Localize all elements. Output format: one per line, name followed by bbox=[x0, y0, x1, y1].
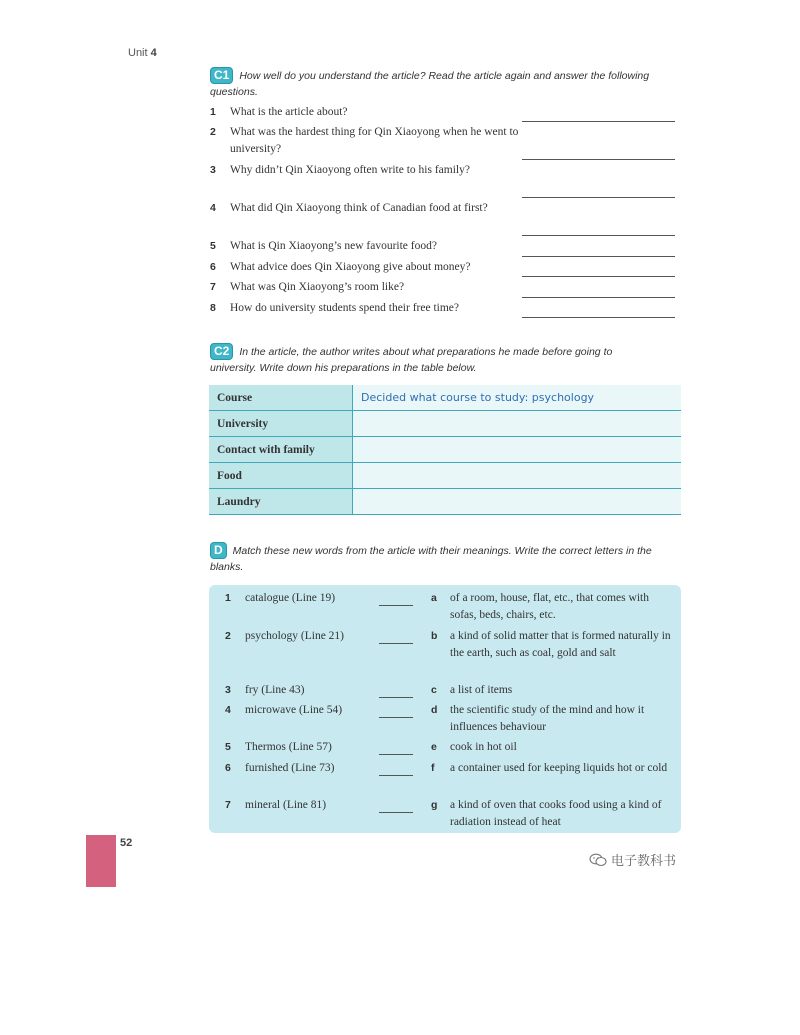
matching-box bbox=[209, 585, 681, 833]
row-label: Contact with family bbox=[209, 437, 353, 463]
question-text: What was the hardest thing for Qin Xiaoyong when he went to university? bbox=[230, 126, 519, 155]
match-meaning: of a room, house, flat, etc., that comes with sofas, beds, chairs, etc. bbox=[450, 592, 649, 621]
match-blank[interactable] bbox=[379, 754, 413, 755]
question-number: 1 bbox=[210, 106, 216, 118]
row-label: Course bbox=[209, 385, 353, 411]
row-answer[interactable] bbox=[353, 437, 682, 463]
question-number: 7 bbox=[210, 281, 216, 293]
match-letter: f bbox=[431, 762, 435, 774]
table-row bbox=[209, 437, 681, 463]
match-meaning: a kind of solid matter that is formed naturally in the earth, such as coal, gold and salt bbox=[450, 630, 671, 659]
question-item bbox=[210, 104, 680, 124]
match-meaning: cook in hot oil bbox=[450, 741, 517, 753]
question-text: What is the article about? bbox=[230, 106, 348, 118]
row-answer[interactable]: Decided what course to study: psychology bbox=[353, 385, 682, 411]
d-instruction: Match these new words from the article with their meanings. Write the correct letters in the blanks. bbox=[210, 545, 652, 573]
answer-blank[interactable] bbox=[522, 256, 675, 257]
row-answer[interactable] bbox=[353, 411, 682, 437]
unit-number: 4 bbox=[150, 47, 157, 59]
preparations-table bbox=[209, 385, 681, 515]
match-letter: a bbox=[431, 592, 437, 604]
match-letter: c bbox=[431, 684, 437, 696]
answer-blank[interactable] bbox=[522, 121, 675, 122]
c2-badge: C2 bbox=[210, 343, 233, 360]
match-blank[interactable] bbox=[379, 643, 413, 644]
question-text: What advice does Qin Xiaoyong give about money? bbox=[230, 261, 471, 273]
answer-blank[interactable] bbox=[522, 297, 675, 298]
match-blank[interactable] bbox=[379, 775, 413, 776]
question-text: How do university students spend their free time? bbox=[230, 302, 459, 314]
match-number: 3 bbox=[225, 684, 231, 696]
match-blank[interactable] bbox=[379, 812, 413, 813]
row-label: Food bbox=[209, 463, 353, 489]
answer-blank[interactable] bbox=[522, 235, 675, 236]
match-blank[interactable] bbox=[379, 697, 413, 698]
question-number: 6 bbox=[210, 261, 216, 273]
match-word: furnished (Line 73) bbox=[245, 762, 335, 774]
row-label: University bbox=[209, 411, 353, 437]
match-word: catalogue (Line 19) bbox=[245, 592, 336, 604]
match-meaning: the scientific study of the mind and how it influences behaviour bbox=[450, 704, 645, 733]
match-number: 4 bbox=[225, 704, 231, 716]
row-label: Laundry bbox=[209, 489, 353, 515]
page-edge-tab bbox=[86, 835, 116, 887]
answer-blank[interactable] bbox=[522, 159, 675, 160]
match-blank[interactable] bbox=[379, 717, 413, 718]
question-item bbox=[210, 200, 680, 238]
row-answer[interactable] bbox=[353, 489, 682, 515]
table-row bbox=[209, 489, 681, 515]
match-letter: e bbox=[431, 741, 437, 753]
table-row bbox=[209, 385, 681, 411]
c1-badge: C1 bbox=[210, 67, 233, 84]
match-number: 6 bbox=[225, 762, 231, 774]
match-word: microwave (Line 54) bbox=[245, 704, 343, 716]
table-row bbox=[209, 463, 681, 489]
match-blank[interactable] bbox=[379, 605, 413, 606]
unit-header bbox=[128, 47, 157, 59]
answer-blank[interactable] bbox=[522, 276, 675, 277]
c1-instruction-block bbox=[210, 67, 660, 100]
match-number: 5 bbox=[225, 741, 231, 753]
table-row bbox=[209, 411, 681, 437]
c2-instruction: In the article, the author writes about what preparations he made before going to university. Write down his preparations in the table below. bbox=[210, 346, 613, 374]
match-number: 7 bbox=[225, 799, 231, 811]
c1-instruction: How well do you understand the article? Read the article again and answer the following questions. bbox=[210, 70, 650, 98]
c2-instruction-block bbox=[210, 343, 660, 376]
match-letter: g bbox=[431, 799, 438, 811]
question-text: What was Qin Xiaoyong’s room like? bbox=[230, 281, 405, 293]
answer-blank[interactable] bbox=[522, 317, 675, 318]
match-letter: b bbox=[431, 630, 438, 642]
question-number: 8 bbox=[210, 302, 216, 314]
match-word: mineral (Line 81) bbox=[245, 799, 327, 811]
question-item bbox=[210, 124, 680, 162]
match-number: 2 bbox=[225, 630, 231, 642]
match-meaning: a container used for keeping liquids hot or cold bbox=[450, 762, 668, 774]
watermark-text: 电子教科书 bbox=[611, 854, 677, 869]
match-meaning: a kind of oven that cooks food using a kind of radiation instead of heat bbox=[450, 799, 662, 828]
question-item bbox=[210, 238, 680, 259]
question-number: 3 bbox=[210, 164, 216, 176]
match-word: Thermos (Line 57) bbox=[245, 741, 332, 753]
question-item bbox=[210, 300, 680, 320]
question-item bbox=[210, 279, 680, 300]
question-text: What did Qin Xiaoyong think of Canadian food at first? bbox=[230, 202, 488, 214]
answer-blank[interactable] bbox=[522, 197, 675, 198]
watermark bbox=[589, 850, 676, 869]
question-item bbox=[210, 259, 680, 279]
question-list bbox=[210, 104, 680, 320]
page-number: 52 bbox=[120, 837, 133, 849]
question-number: 4 bbox=[210, 202, 216, 214]
question-number: 5 bbox=[210, 240, 216, 252]
match-letter: d bbox=[431, 704, 438, 716]
unit-label: Unit bbox=[128, 47, 148, 59]
row-answer[interactable] bbox=[353, 463, 682, 489]
wechat-icon bbox=[589, 853, 607, 867]
match-number: 1 bbox=[225, 592, 231, 604]
match-word: psychology (Line 21) bbox=[245, 630, 345, 642]
match-meaning: a list of items bbox=[450, 684, 513, 696]
question-text: What is Qin Xiaoyong’s new favourite food? bbox=[230, 240, 437, 252]
match-word: fry (Line 43) bbox=[245, 684, 305, 696]
d-badge: D bbox=[210, 542, 227, 559]
question-item bbox=[210, 162, 680, 200]
question-text: Why didn’t Qin Xiaoyong often write to his family? bbox=[230, 164, 470, 176]
question-number: 2 bbox=[210, 126, 216, 138]
d-instruction-block bbox=[210, 542, 660, 575]
